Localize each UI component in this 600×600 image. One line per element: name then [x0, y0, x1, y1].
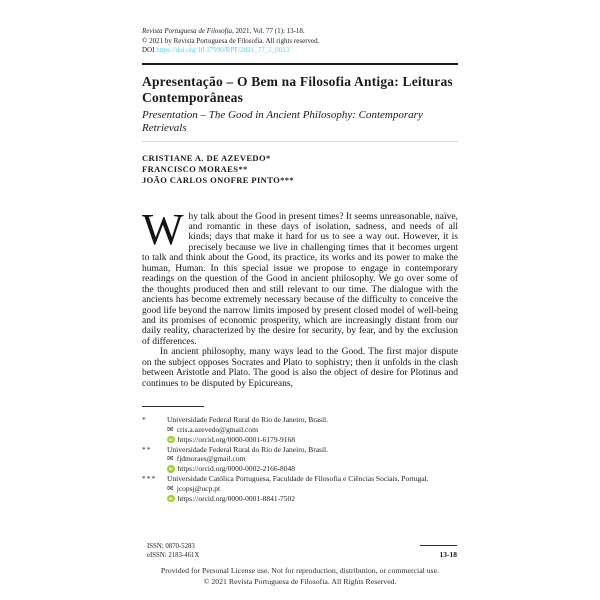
header-rule [142, 63, 458, 65]
footnote-1-email-link[interactable]: cris.a.azevedo@gmail.com [176, 425, 258, 434]
journal-name: Revista Portuguesa de Filosofia [142, 27, 233, 35]
license-line-1: Provided for Personal License use. Not for reproduction, distribution, or commercial use. [160, 566, 440, 575]
author-name: CRISTIANE A. DE AZEVEDO* [142, 152, 271, 163]
footnote-2-email-link[interactable]: fjdmoraes@gmail.com [176, 454, 246, 464]
drop-cap: W [142, 204, 184, 254]
issn-block [147, 542, 199, 560]
footnote-3 [142, 474, 458, 503]
doi-label: DOI [142, 46, 157, 54]
license-block [142, 566, 458, 587]
article-page [142, 0, 458, 503]
footnote-3-orcid-link[interactable]: https://orcid.org/0000-0001-8841-7502 [177, 493, 296, 503]
page-number-rule [420, 545, 457, 546]
footnote-1-affiliation: Universidade Federal Rural do Rio de Janeiro, Brasil. [167, 415, 329, 425]
email-icon: ✉ [167, 454, 174, 464]
orcid-icon: iD [168, 495, 173, 501]
footnote-1-marker: * [142, 415, 147, 425]
orcid-icon: iD [168, 436, 173, 442]
footnote-1 [142, 415, 458, 444]
footnote-divider [142, 406, 204, 407]
paragraph-1 [142, 204, 458, 348]
eissn-line: eISSN: 2183-461X [147, 552, 200, 559]
title-rule [142, 141, 458, 142]
footnote-2-marker: ** [142, 444, 152, 454]
license-line-2: © 2021 Revista Portuguesa de Filosofia. All Rights Reserved. [203, 576, 397, 586]
author-name: JOÃO CARLOS ONOFRE PINTO*** [142, 174, 295, 185]
doi-line [142, 46, 458, 56]
footnote-2-orcid-link[interactable]: https://orcid.org/0000-0002-2166-8048 [177, 464, 296, 474]
orcid-icon: iD [168, 466, 173, 472]
paragraph-1-text: hy talk about the Good in present times? It seems unreasonable, naïve, and romantic in these days of isolation, sadness, and needs of all kinds; days that make it hard for us to see a way out. However, it is precisely because we live in challenging times that it becomes urgent to talk and think about the Good, its practice, its works and its power to make the human, Human. In this special issue we propose to engage in contemporary readings on the question of the Good in ancient philosophy. We go over some of the thoughts produced then and still relevant to our time. The dialogue with the ancients has become extremely necessary because of the difficulty to conceive the good life beyond the narrow limits imposed by present closed model of well-being and its promises of economic prosperity, which are increasingly distant from our daily reality, characterized by the desire for security, by fear, and by the exclusion of differences. [142, 211, 458, 347]
footnote-3-marker: *** [142, 473, 157, 483]
footnote-2-orcid-line [167, 464, 458, 474]
issn-line: ISSN: 0870-5283 [147, 543, 195, 550]
footnote-2 [142, 445, 458, 474]
footnote-3-email-line [167, 484, 458, 494]
page-title: Apresentação – O Bem na Filosofia Antiga: Leituras Contemporâneas [142, 73, 453, 105]
footnote-2-affiliation: Universidade Federal Rural do Rio de Janeiro, Brasil. [167, 444, 329, 454]
footnote-3-orcid-line [167, 494, 458, 504]
page-number: 13-18 [439, 550, 457, 559]
article-body [142, 204, 458, 390]
footnotes [142, 415, 458, 503]
copyright-line: © 2021 by Revista Portuguesa de Filosofia. All rights reserved. [142, 36, 320, 45]
author-name: FRANCISCO MORAES** [142, 163, 248, 174]
journal-header [142, 27, 458, 56]
footnote-3-email-link[interactable]: jcopsj@ucp.pt [176, 483, 221, 493]
email-icon: ✉ [167, 483, 174, 493]
doi-link[interactable]: https://doi.org/10.17990/RPF/2021_77_1_0013 [156, 46, 290, 54]
footnote-1-email-line [167, 425, 458, 435]
footnote-1-orcid-line [167, 435, 458, 445]
footnote-2-email-line [167, 454, 458, 464]
footnote-3-affiliation: Universidade Católica Portuguesa, Faculdade de Filosofia e Ciências Sociais, Portugal. [167, 473, 429, 483]
citation-line [142, 27, 458, 37]
paragraph-2: In ancient philosophy, many ways lead to the Good. The first major dispute on the subject opposes Socrates and Plato to sophistry; then it unfolds in the clash between Aristotle and Plato. The good is also the object of desire for Plotinus and continues to be disputed by Epicureans, [142, 347, 458, 389]
citation-rest: , 2021, Vol. 77 (1): 13-18. [232, 27, 305, 35]
page-subtitle: Presentation – The Good in Ancient Philosophy: Contemporary Retrievals [142, 108, 423, 134]
email-icon: ✉ [167, 424, 174, 434]
page-number-block [420, 545, 457, 559]
author-list [142, 153, 458, 186]
footnote-1-orcid-link[interactable]: https://orcid.org/0000-0001-6179-9168 [177, 434, 296, 444]
